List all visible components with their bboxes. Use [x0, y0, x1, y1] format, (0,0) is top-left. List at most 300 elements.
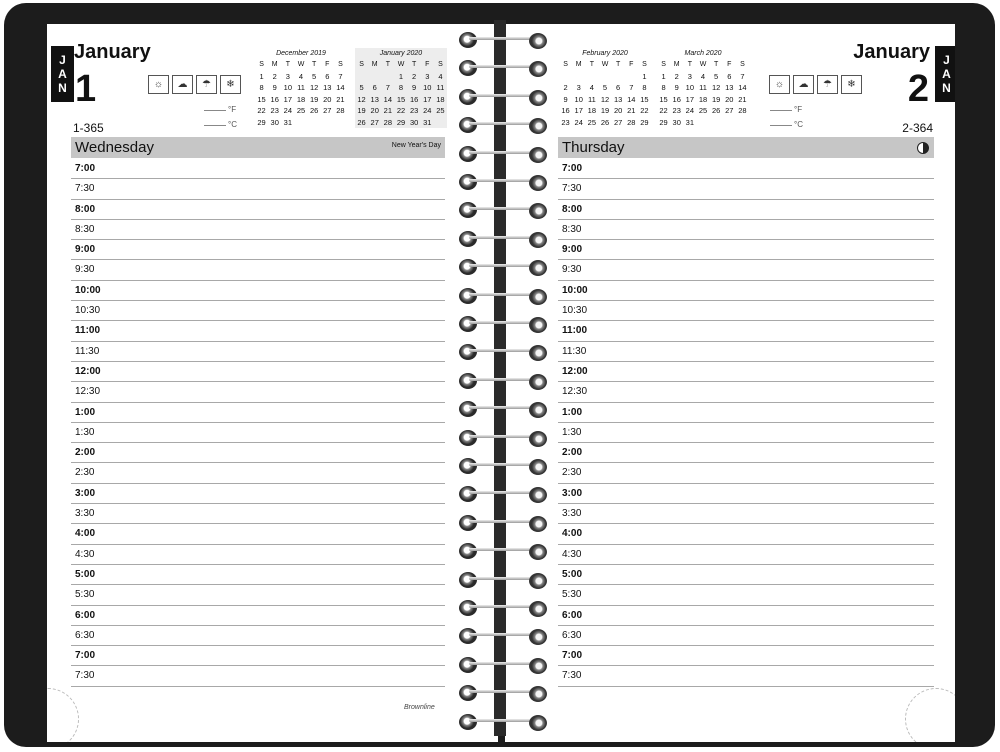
calendar-date: 11 — [297, 83, 305, 92]
calendar-date: 23 — [270, 106, 279, 115]
calendar-date: 22 — [257, 106, 266, 115]
calendar-date: 1 — [642, 71, 647, 81]
calendar-date: 9 — [412, 83, 417, 92]
calendar-date: 18 — [698, 94, 708, 104]
calendar-date: 8 — [661, 83, 666, 92]
calendar-date: 28 — [627, 117, 636, 127]
month-title: January — [74, 41, 151, 63]
time-slot[interactable]: 5:30 — [558, 585, 934, 605]
calendar-date: 18 — [296, 94, 306, 104]
spiral-ring — [459, 685, 547, 701]
calendar-day-header: S — [661, 61, 666, 68]
time-slot[interactable]: 5:30 — [71, 585, 445, 605]
time-slot[interactable]: 7:30 — [71, 666, 445, 686]
calendar-date: 2 — [272, 71, 277, 81]
calendar-date: 23 — [672, 106, 681, 115]
time-slot[interactable]: 8:30 — [71, 220, 445, 240]
calendar-date: 12 — [711, 83, 721, 92]
calendar-date — [736, 117, 749, 129]
weather-icons — [148, 75, 241, 94]
calendar-day-header: T — [615, 61, 621, 68]
calendar-date: 14 — [738, 83, 747, 92]
mini-calendar — [657, 48, 749, 128]
time-slots — [71, 159, 445, 687]
time-slot[interactable]: 10:00 — [558, 281, 934, 301]
calendar-day-header: M — [575, 61, 582, 68]
month-tab-letter: A — [942, 67, 951, 81]
spiral-ring — [459, 259, 547, 275]
calendar-date: 11 — [699, 83, 707, 92]
calendar-date: 30 — [270, 117, 279, 127]
time-slot[interactable]: 7:30 — [558, 179, 934, 199]
time-slot[interactable]: 12:30 — [558, 382, 934, 402]
spiral-ring — [459, 628, 547, 644]
calendar-date — [308, 117, 321, 129]
calendar-date: 9 — [674, 83, 679, 92]
mini-calendar-grid — [355, 59, 447, 128]
spiral-ring — [459, 231, 547, 247]
calendar-date: 8 — [259, 83, 264, 92]
calendar-date: 20 — [323, 94, 332, 104]
calendar-date: 9 — [272, 83, 277, 92]
calendar-date: 13 — [725, 83, 734, 92]
time-slots — [558, 159, 934, 687]
calendar-date: 5 — [714, 71, 719, 81]
calendar-date — [696, 117, 709, 129]
month-tab-letter: J — [943, 53, 950, 67]
time-slot[interactable]: 11:00 — [558, 321, 934, 341]
spiral-ring — [459, 430, 547, 446]
month-tab-letter: A — [58, 67, 67, 81]
mini-calendar-title: February 2020 — [582, 50, 628, 57]
calendar-date: 8 — [642, 83, 647, 92]
time-slot[interactable]: 7:00 — [71, 646, 445, 666]
calendar-date: 23 — [409, 106, 419, 115]
mini-calendar-title: January 2020 — [379, 50, 423, 57]
calendar-day-header: M — [673, 61, 680, 68]
time-slot[interactable]: 3:00 — [558, 484, 934, 504]
weekday-name: Wednesday — [75, 139, 154, 156]
calendar-date: 2 — [563, 83, 568, 92]
calendar-date: 16 — [672, 94, 681, 104]
time-slot[interactable]: 7:00 — [71, 159, 445, 179]
mini-calendar-title: March 2020 — [684, 50, 722, 57]
calendar-date: 18 — [436, 94, 445, 104]
temp-unit: °C — [794, 120, 803, 129]
calendar-date: 15 — [396, 94, 406, 104]
calendar-date: 12 — [357, 94, 366, 104]
time-slot[interactable]: 12:00 — [558, 362, 934, 382]
calendar-date: 31 — [423, 117, 432, 127]
calendar-date: 25 — [587, 117, 597, 127]
spiral-ring — [459, 458, 547, 474]
cloud-icon: ☁ — [793, 75, 814, 94]
calendar-date: 6 — [372, 83, 377, 92]
calendar-date: 19 — [357, 106, 366, 115]
sun-icon: ☼ — [769, 75, 790, 94]
calendar-date: 25 — [296, 106, 306, 115]
holiday-label: New Year's Day — [391, 142, 441, 149]
left-page — [47, 24, 498, 742]
calendar-date: 7 — [385, 83, 390, 92]
calendar-date: 1 — [661, 71, 666, 81]
calendar-day-header: T — [687, 61, 692, 68]
time-slot[interactable]: 9:00 — [71, 240, 445, 260]
calendar-date: 26 — [309, 106, 319, 115]
calendar-date: 30 — [672, 117, 681, 127]
calendar-date: 2 — [412, 71, 417, 81]
calendar-day-header: T — [385, 61, 390, 68]
calendar-date: 16 — [561, 106, 570, 115]
calendar-date: 27 — [613, 117, 623, 127]
calendar-date: 5 — [602, 83, 608, 92]
calendar-date: 30 — [409, 117, 419, 127]
calendar-day-header: W — [397, 61, 405, 68]
calendar-day-header: T — [411, 61, 417, 68]
calendar-date: 15 — [257, 94, 266, 104]
spiral-ring — [459, 344, 547, 360]
calendar-date: 17 — [423, 94, 432, 104]
time-slot[interactable]: 4:00 — [71, 524, 445, 544]
calendar-date: 11 — [587, 94, 596, 104]
page-perforation-arc — [905, 688, 955, 742]
calendar-date: 4 — [298, 71, 304, 81]
day-number: 2 — [907, 68, 929, 110]
calendar-date — [723, 117, 736, 129]
calendar-date: 15 — [640, 94, 649, 104]
calendar-date: 7 — [338, 71, 343, 81]
calendar-day-header: S — [563, 61, 568, 68]
calendar-date: 25 — [698, 106, 708, 115]
calendar-day-header: S — [438, 61, 443, 68]
calendar-date: 23 — [561, 117, 570, 127]
time-slot[interactable]: 1:00 — [71, 403, 445, 423]
time-slot[interactable]: 10:30 — [71, 301, 445, 321]
calendar-date: 20 — [613, 106, 623, 115]
temp-unit: °F — [228, 105, 237, 114]
calendar-date: 29 — [659, 117, 668, 127]
time-slot[interactable]: 10:30 — [558, 301, 934, 321]
calendar-date: 26 — [600, 117, 610, 127]
mini-calendar-grid — [559, 59, 651, 128]
day-count: 2-364 — [902, 121, 933, 135]
calendar-day-header: S — [359, 61, 364, 68]
mini-calendar — [559, 48, 651, 128]
calendar-date: 26 — [357, 117, 366, 127]
temp-celsius — [770, 120, 830, 129]
calendar-date: 26 — [711, 106, 721, 115]
calendar-day-header: S — [642, 61, 647, 68]
month-tab-letter: N — [58, 81, 67, 95]
calendar-date: 6 — [616, 83, 621, 92]
calendar-date: 24 — [574, 117, 583, 127]
calendar-date: 11 — [436, 83, 445, 92]
calendar-date — [572, 71, 585, 83]
calendar-date: 3 — [576, 83, 581, 92]
calendar-day-header: F — [629, 61, 634, 68]
time-slot[interactable]: 3:00 — [71, 484, 445, 504]
time-slot[interactable]: 7:00 — [558, 646, 934, 666]
calendar-date: 19 — [309, 94, 319, 104]
cloud-icon: ☁ — [172, 75, 193, 94]
calendar-date: 4 — [700, 71, 706, 81]
calendar-date: 10 — [423, 83, 432, 92]
time-slot[interactable]: 9:00 — [558, 240, 934, 260]
calendar-day-header: F — [425, 61, 430, 68]
calendar-date: 6 — [325, 71, 330, 81]
spiral-ring — [459, 515, 547, 531]
calendar-date: 21 — [383, 106, 393, 115]
calendar-date: 22 — [659, 106, 668, 115]
calendar-date: 13 — [370, 94, 379, 104]
calendar-date: 17 — [574, 106, 583, 115]
spiral-ring — [459, 117, 547, 133]
calendar-date: 10 — [283, 83, 293, 92]
temp-unit: °C — [228, 120, 237, 129]
month-tab-letter: N — [942, 81, 951, 95]
calendar-date: 27 — [370, 117, 379, 127]
calendar-date: 16 — [409, 94, 419, 104]
calendar-date — [598, 71, 611, 83]
weekday-name: Thursday — [562, 139, 625, 156]
calendar-date: 29 — [640, 117, 649, 127]
time-slot[interactable]: 3:30 — [558, 504, 934, 524]
time-slot[interactable]: 11:00 — [71, 321, 445, 341]
spiral-ring — [459, 401, 547, 417]
spiral-ring — [459, 60, 547, 76]
rain-icon: ☂ — [817, 75, 838, 94]
calendar-date — [710, 117, 723, 129]
calendar-date: 13 — [323, 83, 332, 92]
calendar-day-header: S — [338, 61, 343, 68]
spiral-ring — [459, 714, 547, 730]
time-slot[interactable]: 9:30 — [558, 260, 934, 280]
brand-logo: Brownline — [404, 704, 435, 711]
calendar-date: 4 — [589, 83, 594, 92]
calendar-date — [612, 71, 625, 83]
calendar-date — [381, 71, 394, 83]
calendar-day-header: T — [713, 61, 719, 68]
calendar-date: 25 — [436, 106, 445, 115]
calendar-date: 3 — [425, 71, 430, 81]
calendar-date: 27 — [323, 106, 332, 115]
calendar-date: 21 — [738, 94, 747, 104]
time-slot[interactable]: 1:30 — [558, 423, 934, 443]
spiral-ring — [459, 572, 547, 588]
calendar-date: 1 — [398, 71, 404, 81]
calendar-date: 19 — [711, 94, 721, 104]
calendar-date — [294, 117, 307, 129]
calendar-date: 12 — [600, 94, 610, 104]
calendar-date: 14 — [383, 94, 393, 104]
calendar-date: 17 — [283, 94, 293, 104]
day-count: 1-365 — [73, 121, 104, 135]
spiral-ring — [459, 373, 547, 389]
time-slot[interactable]: 5:00 — [71, 565, 445, 585]
calendar-date: 24 — [423, 106, 432, 115]
calendar-date: 28 — [738, 106, 747, 115]
mini-calendar-grid — [657, 59, 749, 128]
calendar-date: 14 — [627, 94, 636, 104]
calendar-date — [368, 71, 381, 83]
time-slot[interactable]: 2:30 — [71, 463, 445, 483]
time-slot[interactable]: 10:00 — [71, 281, 445, 301]
calendar-date: 17 — [685, 94, 695, 104]
calendar-day-header: F — [325, 61, 330, 68]
calendar-date: 18 — [587, 106, 597, 115]
time-slot[interactable]: 4:00 — [558, 524, 934, 544]
calendar-date: 2 — [674, 71, 679, 81]
calendar-date: 20 — [725, 94, 734, 104]
calendar-date — [321, 117, 334, 129]
calendar-date — [334, 117, 347, 129]
mini-calendar — [255, 48, 347, 128]
temp-fahrenheit — [770, 105, 830, 114]
calendar-day-header: M — [271, 61, 278, 68]
spiral-ring — [459, 543, 547, 559]
time-slot[interactable]: 2:30 — [558, 463, 934, 483]
calendar-day-header: F — [727, 61, 732, 68]
month-tab — [935, 46, 955, 102]
weather-icons — [769, 75, 862, 94]
time-slot[interactable]: 12:00 — [71, 362, 445, 382]
time-slot[interactable]: 6:30 — [558, 626, 934, 646]
calendar-date: 21 — [627, 106, 636, 115]
calendar-date: 29 — [396, 117, 406, 127]
time-slot[interactable]: 6:30 — [71, 626, 445, 646]
mini-calendar — [355, 48, 447, 128]
spiral-ring — [459, 89, 547, 105]
moon-phase-icon — [917, 142, 929, 154]
snow-icon: ❄ — [841, 75, 862, 94]
calendar-date: 9 — [563, 94, 568, 104]
calendar-date: 28 — [383, 117, 393, 127]
temp-unit: °F — [794, 105, 803, 114]
spiral-ring — [459, 32, 547, 48]
time-slot[interactable]: 7:00 — [558, 159, 934, 179]
time-slot[interactable]: 8:30 — [558, 220, 934, 240]
month-title: January — [853, 41, 930, 63]
calendar-date: 3 — [687, 71, 692, 81]
calendar-date — [625, 71, 638, 83]
calendar-date: 15 — [659, 94, 668, 104]
mini-calendar-title: December 2019 — [276, 50, 326, 57]
calendar-date: 5 — [359, 83, 364, 92]
calendar-day-header: T — [589, 61, 594, 68]
weekday-bar — [71, 137, 445, 158]
calendar-date: 24 — [685, 106, 695, 115]
weekday-bar — [558, 137, 934, 158]
calendar-day-header: S — [740, 61, 745, 68]
day-number: 1 — [75, 68, 97, 110]
spiral-ring — [459, 657, 547, 673]
time-slot[interactable]: 8:00 — [558, 200, 934, 220]
spiral-ring — [459, 600, 547, 616]
spiral-ring — [459, 146, 547, 162]
calendar-date: 5 — [312, 71, 317, 81]
time-slot[interactable]: 2:00 — [558, 443, 934, 463]
calendar-date: 4 — [438, 71, 443, 81]
calendar-date: 12 — [309, 83, 319, 92]
calendar-date: 31 — [685, 117, 695, 127]
calendar-date: 13 — [613, 94, 623, 104]
spiral-ring — [459, 316, 547, 332]
calendar-date: 29 — [257, 117, 266, 127]
mini-calendar-grid — [255, 59, 347, 128]
time-slot[interactable]: 7:30 — [71, 179, 445, 199]
time-slot[interactable]: 5:00 — [558, 565, 934, 585]
time-slot[interactable]: 12:30 — [71, 382, 445, 402]
rain-icon: ☂ — [196, 75, 217, 94]
calendar-date — [559, 71, 572, 83]
time-slot[interactable]: 11:30 — [558, 342, 934, 362]
calendar-date: 1 — [259, 71, 264, 81]
time-slot[interactable]: 2:00 — [71, 443, 445, 463]
time-slot[interactable]: 6:00 — [71, 606, 445, 626]
calendar-date: 21 — [336, 94, 345, 104]
calendar-date: 10 — [685, 83, 695, 92]
time-slot[interactable]: 1:30 — [71, 423, 445, 443]
calendar-date: 7 — [740, 71, 745, 81]
time-slot[interactable]: 4:30 — [558, 545, 934, 565]
time-slot[interactable]: 3:30 — [71, 504, 445, 524]
time-slot[interactable]: 8:00 — [71, 200, 445, 220]
calendar-date — [585, 71, 598, 83]
calendar-day-header: T — [311, 61, 317, 68]
calendar-date: 19 — [600, 106, 610, 115]
calendar-date: 16 — [270, 94, 279, 104]
calendar-date: 20 — [370, 106, 379, 115]
calendar-date: 27 — [725, 106, 734, 115]
time-slot[interactable]: 1:00 — [558, 403, 934, 423]
calendar-date: 7 — [629, 83, 634, 92]
time-slot[interactable]: 9:30 — [71, 260, 445, 280]
time-slot[interactable]: 4:30 — [71, 545, 445, 565]
calendar-date — [355, 71, 368, 83]
time-slot[interactable]: 7:30 — [558, 666, 934, 686]
month-tab — [51, 46, 74, 102]
calendar-date: 28 — [336, 106, 345, 115]
calendar-date: 22 — [396, 106, 406, 115]
calendar-date — [434, 117, 447, 129]
calendar-day-header: S — [259, 61, 264, 68]
calendar-date: 22 — [640, 106, 649, 115]
calendar-date: 6 — [727, 71, 732, 81]
month-tab-letter: J — [59, 53, 66, 67]
calendar-date: 24 — [283, 106, 293, 115]
sun-icon: ☼ — [148, 75, 169, 94]
page-perforation-arc — [47, 688, 79, 742]
spiral-ring — [459, 202, 547, 218]
right-page — [505, 24, 955, 742]
calendar-day-header: W — [601, 61, 609, 68]
snow-icon: ❄ — [220, 75, 241, 94]
spiral-ring — [459, 288, 547, 304]
calendar-day-header: T — [285, 61, 290, 68]
spiral-ring — [459, 174, 547, 190]
calendar-date: 31 — [283, 117, 293, 127]
calendar-day-header: W — [297, 61, 305, 68]
calendar-date: 3 — [285, 71, 290, 81]
calendar-day-header: M — [371, 61, 378, 68]
calendar-date: 14 — [336, 83, 345, 92]
calendar-day-header: W — [699, 61, 707, 68]
calendar-date: 8 — [398, 83, 404, 92]
calendar-date: 10 — [574, 94, 583, 104]
spiral-ring — [459, 486, 547, 502]
time-slot[interactable]: 6:00 — [558, 606, 934, 626]
time-slot[interactable]: 11:30 — [71, 342, 445, 362]
